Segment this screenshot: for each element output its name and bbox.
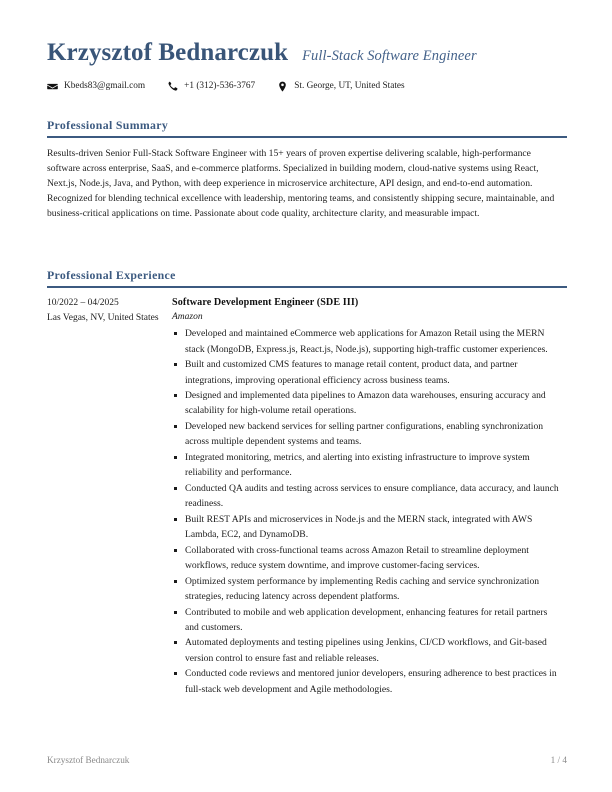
location-pin-icon xyxy=(277,81,288,92)
contact-email[interactable] xyxy=(47,81,145,92)
contact-phone-text: +1 (312)-536-3767 xyxy=(184,81,256,92)
experience-bullet: Developed new backend services for selling partner configurations, enabling synchronization across multiple dependent systems and teams. xyxy=(172,419,560,449)
email-icon xyxy=(47,81,58,92)
contact-row xyxy=(47,81,567,92)
experience-role: Software Development Engineer (SDE III) xyxy=(172,296,359,308)
contact-location-text: St. George, UT, United States xyxy=(294,81,405,92)
experience-bullet: Contributed to mobile and web application development, enhancing features for retail partners and customers. xyxy=(172,605,560,635)
section-title-experience: Professional Experience xyxy=(47,268,176,282)
experience-bullet: Built REST APIs and microservices in Node.js and the MERN stack, integrated with AWS Lambda, EC2, and DynamoDB. xyxy=(172,512,560,542)
contact-phone[interactable] xyxy=(167,81,255,92)
experience-entry xyxy=(47,296,567,698)
summary-paragraph: Results-driven Senior Full-Stack Software Engineer with 15+ years of proven expertise delivering scalable, high-performance software across enterprise, SaaS, and e-commerce platforms. Specialized in building modern, cloud-native systems using React, Next.js, Node.js, Java, and Python, with deep experience in microservice architecture, API design, and end-to-end automation. xyxy=(47,147,539,189)
contact-location[interactable] xyxy=(277,81,404,92)
experience-bullet: Automated deployments and testing pipelines using Jenkins, CI/CD workflows, and Git-based version control to ensure fast and reliable releases. xyxy=(172,635,560,665)
page-footer xyxy=(47,755,567,765)
contact-email-text: Kbeds83@gmail.com xyxy=(64,81,146,92)
experience-bullet: Optimized system performance by implementing Redis caching and service synchronization strategies, reducing latency across dependent platforms. xyxy=(172,574,560,604)
experience-bullet: Conducted code reviews and mentored junior developers, ensuring adherence to best practices in full-stack web development and Agile methodologies. xyxy=(172,666,560,696)
experience-company: Amazon xyxy=(172,312,203,323)
experience-location: Las Vegas, NV, United States xyxy=(47,312,159,323)
section-title-summary: Professional Summary xyxy=(47,118,169,132)
experience-bullet: Developed and maintained eCommerce web applications for Amazon Retail using the MERN stack (MongoDB, Express.js, React.js, Node.js), supporting high-traffic customer experiences. xyxy=(172,326,560,356)
experience-bullet: Conducted QA audits and testing across services to ensure compliance, data accuracy, and launch readiness. xyxy=(172,481,560,511)
experience-bullet: Built and customized CMS features to manage retail content, product data, and partner integrations, improving operational efficiency across business teams. xyxy=(172,357,560,387)
phone-icon xyxy=(167,81,178,92)
footer-name: Krzysztof Bednarczuk xyxy=(47,755,130,765)
section-divider xyxy=(47,136,567,138)
experience-bullet-list xyxy=(172,326,567,696)
experience-meta xyxy=(47,296,170,327)
name-title-row xyxy=(47,40,567,66)
experience-bullet: Integrated monitoring, metrics, and alerting into existing infrastructure to improve system reliability and performance. xyxy=(172,450,560,480)
summary-body xyxy=(47,146,567,222)
section-professional-summary xyxy=(47,118,567,221)
footer-page-number: 1 / 4 xyxy=(550,755,567,765)
experience-bullet: Designed and implemented data pipelines to Amazon data warehouses, ensuring accuracy and scalability for high-volume retail operations. xyxy=(172,388,560,418)
experience-details xyxy=(170,296,567,698)
candidate-name: Krzysztof Bednarczuk xyxy=(47,39,289,66)
candidate-job-title: Full-Stack Software Engineer xyxy=(302,48,477,64)
section-professional-experience xyxy=(47,268,567,697)
summary-paragraph: Recognized for blending technical excellence with leadership, mentoring teams, and consistently shipping secure, maintainable, and business-critical applications on time. Passionate about code quality, architecture clarity, and measurable impact. xyxy=(47,193,555,220)
section-divider xyxy=(47,286,567,288)
resume-header xyxy=(47,40,567,92)
experience-dates: 10/2022 – 04/2025 xyxy=(47,297,119,308)
experience-bullet: Collaborated with cross-functional teams across Amazon Retail to streamline deployment workflows, reduce system downtime, and improve customer-facing services. xyxy=(172,543,560,573)
